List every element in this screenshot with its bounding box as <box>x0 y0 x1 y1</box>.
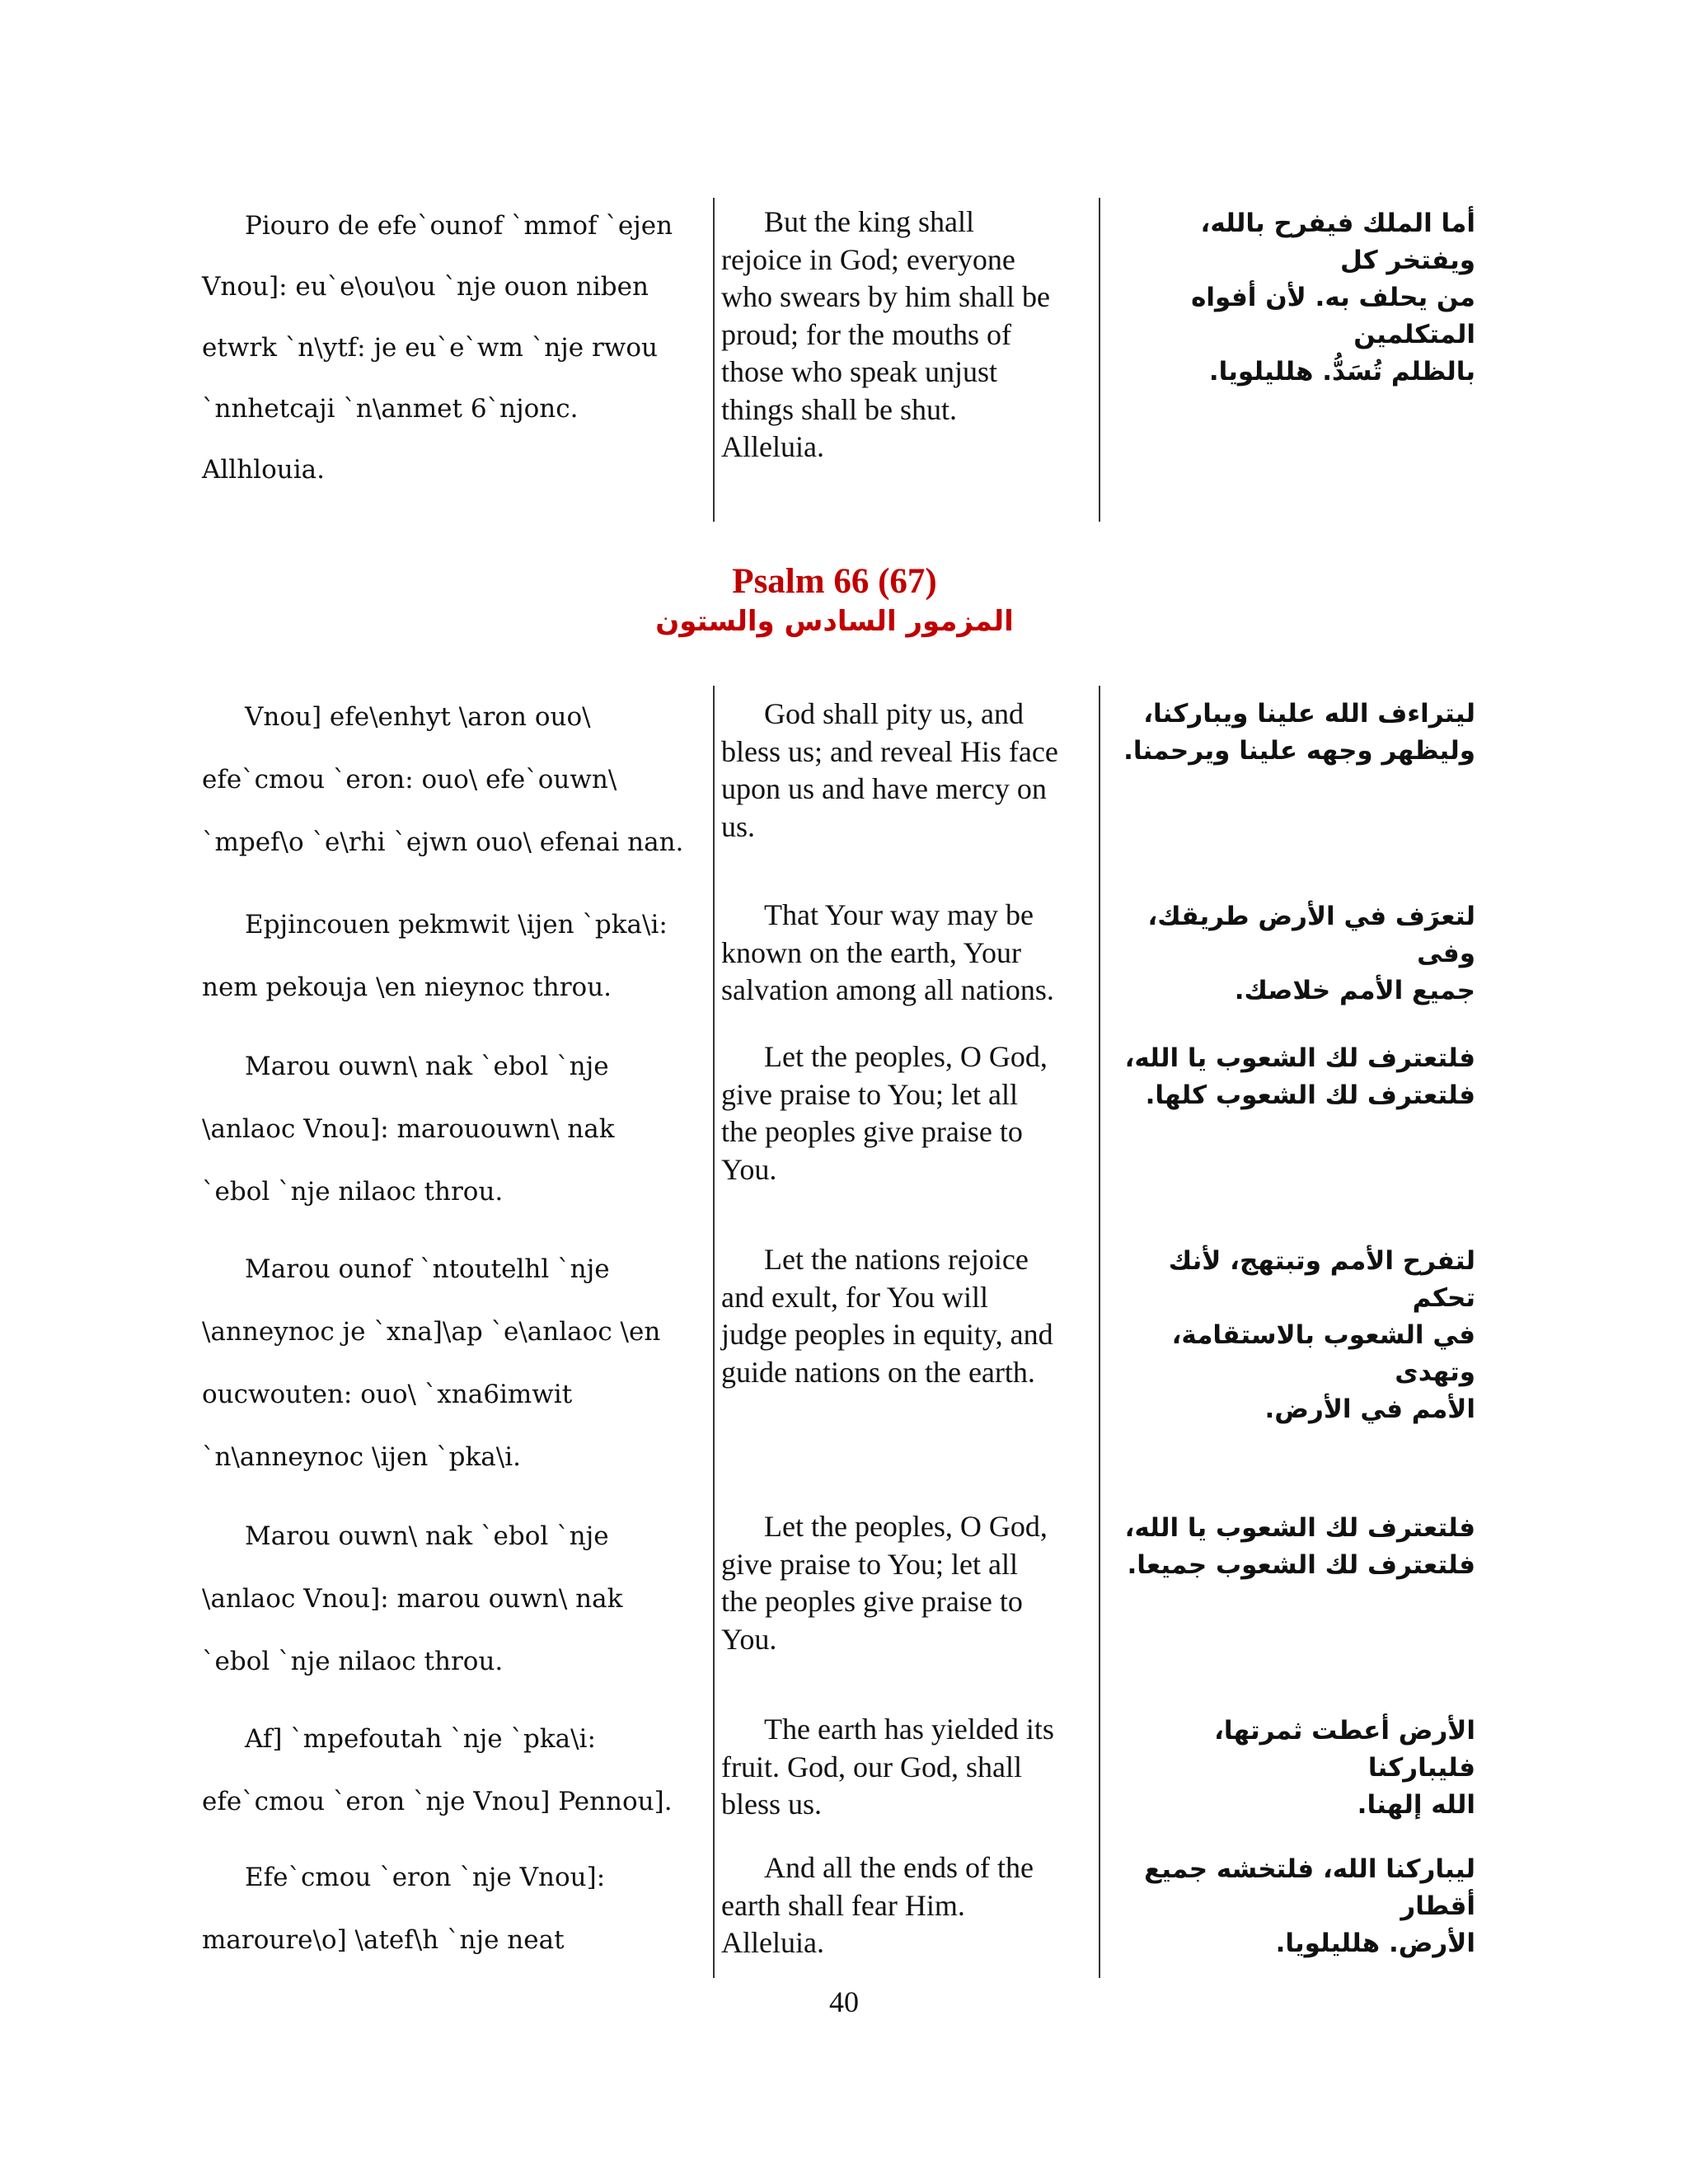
arabic-line: بالظلم تُسَدُّ. هلليلويا. <box>1208 357 1475 387</box>
coptic-line: `ebol `nje nilaoc throu. <box>202 1647 504 1676</box>
arabic-text <box>1113 696 1482 770</box>
coptic-line: \anlaoc Vnou]: marououwn\ nak <box>202 1114 615 1144</box>
coptic-text <box>185 195 717 500</box>
arabic-line: جميع الأمم خلاصك. <box>1234 976 1475 1005</box>
coptic-text <box>185 686 717 874</box>
arabic-line: لتفرح الأمم وتبتهج، لأنك تحكم <box>1168 1246 1475 1313</box>
coptic-line: `ebol `nje nilaoc throu. <box>202 1177 504 1207</box>
english-line: That Your way may be <box>764 898 1034 931</box>
english-line: those who speak unjust <box>721 355 997 388</box>
coptic-text <box>185 1708 717 1833</box>
english-text <box>715 1038 1104 1188</box>
english-text <box>715 696 1104 846</box>
coptic-text <box>185 1505 717 1693</box>
coptic-text <box>185 1035 717 1223</box>
coptic-text <box>185 1238 717 1488</box>
english-line: The earth has yielded its <box>764 1713 1054 1746</box>
english-text <box>715 1508 1104 1658</box>
coptic-line: `nnhetcaji `n\anmet 6`njonc. <box>202 394 579 424</box>
coptic-line: \anneynoc je `xna]\ap `e\anlaoc \en <box>202 1317 661 1347</box>
coptic-line: Allhlouia. <box>202 455 325 485</box>
english-line: judge peoples in equity, and <box>721 1318 1053 1351</box>
english-line: God shall pity us, and <box>764 697 1024 730</box>
english-line: the peoples give praise to <box>721 1585 1023 1618</box>
english-line: us. <box>721 809 756 843</box>
coptic-line: Vnou] efe\enhyt \aron ouo\ <box>245 702 591 732</box>
arabic-text <box>1113 898 1482 1010</box>
arabic-text <box>1113 1243 1482 1428</box>
coptic-text <box>185 1846 717 1971</box>
coptic-line: maroure\o] \atef\h `nje neat <box>202 1925 565 1955</box>
english-line: earth shall fear Him. <box>721 1888 965 1922</box>
coptic-line: Vnou]: eu`e\ou\ou `nje ouon niben <box>202 272 649 302</box>
coptic-line: Piouro de efe`ounof `mmof `ejen <box>245 211 673 241</box>
english-line: bless us. <box>721 1788 823 1821</box>
psalm-title-english: Psalm 66 (67) <box>732 562 937 601</box>
english-line: bless us; and reveal His face <box>721 734 1058 768</box>
page-number: 40 <box>829 1985 859 2018</box>
english-line: And all the ends of the <box>764 1851 1034 1884</box>
english-line: You. <box>721 1152 777 1186</box>
english-text <box>715 1849 1104 1962</box>
arabic-line: فلتعترف لك الشعوب جميعا. <box>1127 1550 1475 1580</box>
english-line: salvation among all nations. <box>721 973 1054 1006</box>
english-line: Alleluia. <box>721 430 824 463</box>
english-line: fruit. God, our God, shall <box>721 1750 1022 1783</box>
coptic-line: Marou ouwn\ nak `ebol `nje <box>245 1052 609 1081</box>
coptic-line: `mpef\o `e\rhi `ejwn ouo\ efenai nan. <box>202 827 684 857</box>
psalm-heading <box>185 562 1484 641</box>
arabic-text <box>1113 1510 1482 1584</box>
arabic-text <box>1113 1851 1482 1962</box>
arabic-line: فلتعترف لك الشعوب يا الله، <box>1124 1043 1475 1073</box>
arabic-line: الأمم في الأرض. <box>1264 1394 1475 1424</box>
arabic-line: ليباركنا الله، فلتخشه جميع أقطار <box>1144 1854 1475 1921</box>
english-line: You. <box>721 1622 777 1656</box>
english-line: Let the peoples, O God, <box>764 1510 1048 1543</box>
arabic-line: وليظهر وجهه علينا ويرحمنا. <box>1123 736 1475 766</box>
english-line: give praise to You; let all <box>721 1077 1018 1111</box>
coptic-line: Marou ounof `ntoutelhl `nje <box>245 1254 610 1284</box>
coptic-line: Marou ouwn\ nak `ebol `nje <box>245 1521 609 1551</box>
arabic-line: في الشعوب بالاستقامة، وتهدى <box>1171 1320 1475 1387</box>
english-line: Let the peoples, O God, <box>764 1040 1048 1073</box>
coptic-line: nem pekouja \en nieynoc throu. <box>202 972 612 1002</box>
coptic-line: Af] `mpefoutah `nje `pka\i: <box>245 1724 596 1754</box>
english-line: Alleluia. <box>721 1926 824 1959</box>
coptic-line: oucwouten: ouo\ `xna6imwit <box>202 1380 573 1409</box>
english-text <box>715 204 1104 466</box>
arabic-line: من يحلف به. لأن أفواه المتكلمين <box>1191 283 1475 349</box>
arabic-line: الله إلهنا. <box>1357 1790 1475 1820</box>
english-line: guide nations on the earth. <box>721 1355 1035 1389</box>
english-line: rejoice in God; everyone <box>721 242 1015 276</box>
english-text <box>715 897 1104 1010</box>
english-line: and exult, for You will <box>721 1280 988 1314</box>
arabic-line: فلتعترف لك الشعوب يا الله، <box>1124 1513 1475 1543</box>
arabic-text <box>1113 1040 1482 1114</box>
english-line: Let the nations rejoice <box>764 1243 1029 1276</box>
arabic-text <box>1113 205 1482 391</box>
arabic-line: لتعرَف في الأرض طريقك، وفى <box>1147 902 1475 968</box>
english-text <box>715 1711 1104 1824</box>
coptic-line: `n\anneynoc \ijen `pka\i. <box>202 1442 521 1472</box>
english-line: proud; for the mouths of <box>721 317 1011 351</box>
arabic-line: ليتراءف الله علينا ويباركنا، <box>1143 699 1475 729</box>
english-line: who swears by him shall be <box>721 280 1050 313</box>
english-line: things shall be shut. <box>721 392 957 426</box>
psalm-title-arabic: المزمور السادس والستون <box>655 605 1014 638</box>
coptic-line: efe`cmou `eron: ouo\ efe`ouwn\ <box>202 765 617 794</box>
coptic-line: efe`cmou `eron `nje Vnou] Pennou]. <box>202 1787 673 1816</box>
english-line: give praise to You; let all <box>721 1547 1018 1581</box>
english-text <box>715 1241 1104 1391</box>
arabic-line: الأرض أعطت ثمرتها، فليباركنا <box>1214 1716 1475 1783</box>
coptic-line: etwrk `n\ytf: je eu`e`wm `nje rwou <box>202 333 658 363</box>
english-line: known on the earth, Your <box>721 935 1021 969</box>
arabic-line: فلتعترف لك الشعوب كلها. <box>1145 1080 1475 1110</box>
english-line: upon us and have mercy on <box>721 772 1047 805</box>
english-line: But the king shall <box>764 205 974 238</box>
arabic-line: الأرض. هلليلويا. <box>1275 1929 1475 1958</box>
arabic-line: أما الملك فيفرح بالله، ويفتخر كل <box>1200 209 1475 275</box>
coptic-line: \anlaoc Vnou]: marou ouwn\ nak <box>202 1584 623 1614</box>
coptic-line: Epjincouen pekmwit \ijen `pka\i: <box>245 910 668 940</box>
coptic-line: Efe`cmou `eron `nje Vnou]: <box>245 1863 606 1892</box>
arabic-text <box>1113 1713 1482 1824</box>
coptic-text <box>185 893 717 1019</box>
english-line: the peoples give praise to <box>721 1115 1023 1148</box>
